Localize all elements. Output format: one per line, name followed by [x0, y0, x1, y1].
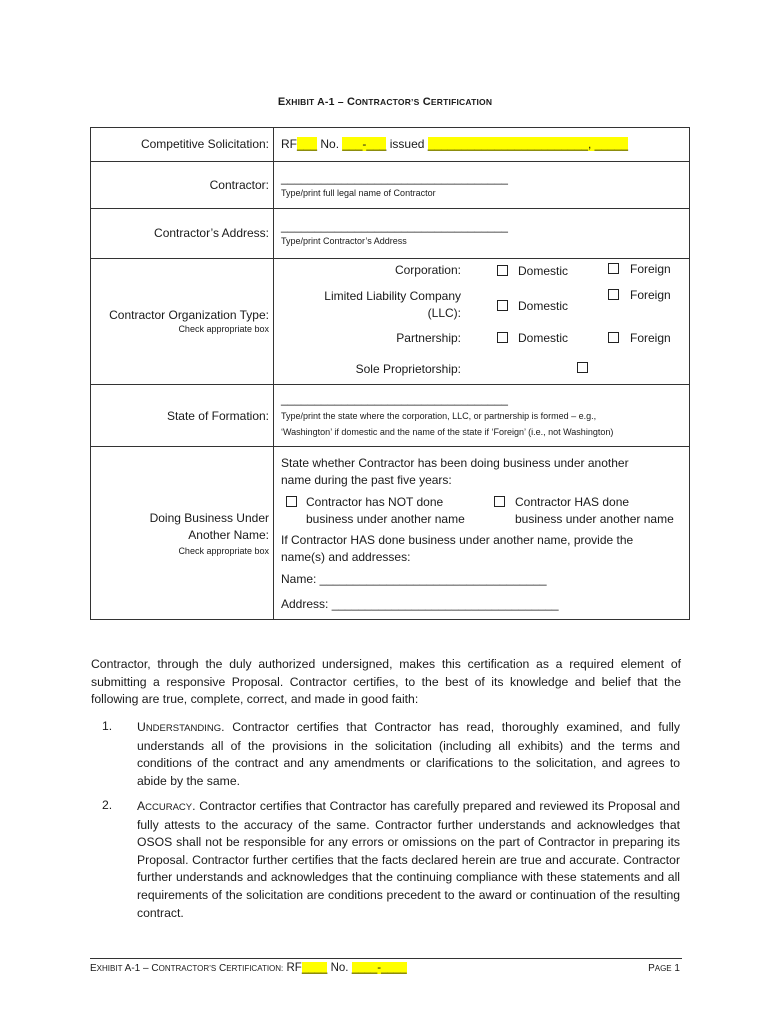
dba-not-done-label-1: Contractor has NOT done — [306, 495, 444, 509]
partnership-domestic-label: Domestic — [518, 331, 569, 345]
contractor-address-field[interactable]: __________________________________ — [281, 219, 508, 233]
solicitation-field[interactable]: RF___ No. ___-___ issued ________________________, _____ — [281, 137, 628, 151]
number-blank: ___-___ — [342, 137, 387, 151]
dba-has-done-label-2: business under another name — [515, 512, 674, 526]
llc-label-2: (LLC): — [427, 306, 461, 320]
dba-not-done-label-2: business under another name — [306, 512, 465, 526]
row-divider — [90, 208, 690, 209]
contractor-name-field[interactable]: __________________________________ — [281, 171, 508, 185]
address-label: Contractor’s Address: — [154, 226, 269, 240]
corporation-domestic-checkbox[interactable] — [497, 265, 508, 276]
footer-number-blank: ____-____ — [351, 962, 407, 974]
dba-question-2: name during the past five years: — [281, 473, 452, 487]
item-number: 2. — [102, 798, 113, 812]
state-field[interactable]: __________________________________ — [281, 392, 508, 406]
row-divider — [90, 258, 690, 259]
address-hint: Type/print Contractor’s Address — [281, 236, 407, 246]
footer-rule — [90, 958, 682, 959]
dba-sub: Check appropriate box — [178, 546, 269, 556]
certification-form — [90, 127, 690, 620]
state-hint-1: Type/print the state where the corporation, LLC, or partnership is formed – e.g., — [281, 411, 597, 421]
item-understanding: UNDERSTANDING. Contractor certifies that Contractor has read, thoroughly examined, and fully understands all of the provisions in the solicitation (including all exhibits) and the terms and conditions of the contract and any amendments or clarifications to the solicitation, and agrees to abide by the same. — [137, 720, 680, 788]
partnership-foreign-checkbox[interactable] — [608, 332, 619, 343]
llc-domestic-checkbox[interactable] — [497, 300, 508, 311]
table-border-bottom — [90, 619, 690, 620]
row-divider — [90, 384, 690, 385]
partnership-label: Partnership: — [396, 331, 461, 345]
footer-title: EXHIBIT A-1 – CONTRACTOR’S CERTIFICATION: RF____ No. ____-____ — [90, 962, 407, 974]
corporation-foreign-label: Foreign — [630, 262, 671, 276]
contractor-label: Contractor: — [209, 178, 269, 192]
org-type-sub: Check appropriate box — [178, 324, 269, 334]
table-border-right — [689, 127, 690, 620]
dba-address-field[interactable]: Address: __________________________________ — [281, 597, 559, 611]
table-border-top — [90, 127, 690, 128]
partnership-foreign-label: Foreign — [630, 331, 671, 345]
corporation-label: Corporation: — [394, 263, 461, 277]
dba-has-done-label-1: Contractor HAS done — [515, 495, 630, 509]
column-divider — [273, 127, 274, 620]
row-divider — [90, 446, 690, 447]
item-number: 1. — [102, 719, 113, 733]
dba-question-1: State whether Contractor has been doing business under another — [281, 456, 629, 470]
rf-blank: ___ — [297, 137, 318, 151]
item-accuracy: ACCURACY. Contractor certifies that Contractor has carefully prepared and reviewed its Proposal and fully attests to the accuracy of the same. Contractor further understands and acknowledges that OSOS shall not be responsible for any errors or omissions on the part of Contractor in preparing its Proposal. Contractor further certifies that the facts declared herein are true and accurate. Contractor further understands and acknowledges that the continuing compliance with these statements and all requirements of the solicitation are conditions precedent to the award or continuation of the resulting contract. — [137, 799, 680, 920]
row-divider — [90, 161, 690, 162]
dba-if-text-2: name(s) and addresses: — [281, 550, 411, 564]
page-title: EXHIBIT A-1 – CONTRACTOR’S CERTIFICATION — [277, 96, 493, 108]
sole-proprietorship-label: Sole Proprietorship: — [355, 362, 461, 376]
dba-if-text-1: If Contractor HAS done business under another name, provide the — [281, 533, 634, 547]
corporation-domestic-label: Domestic — [518, 264, 569, 278]
org-type-label: Contractor Organization Type: — [109, 308, 269, 322]
llc-domestic-label: Domestic — [518, 299, 569, 313]
llc-foreign-checkbox[interactable] — [608, 289, 619, 300]
llc-label-1: Limited Liability Company — [324, 289, 461, 303]
llc-foreign-label: Foreign — [630, 288, 671, 302]
solicitation-label: Competitive Solicitation: — [140, 137, 269, 151]
state-hint-2: ‘Washington’ if domestic and the name of the state if ‘Foreign’ (i.e., not Washington) — [281, 427, 614, 437]
dba-label-2: Another Name: — [188, 528, 269, 542]
issued-date-blank: ________________________, _____ — [427, 137, 628, 151]
footer-rf-blank: ____ — [301, 962, 328, 974]
corporation-foreign-checkbox[interactable] — [608, 263, 619, 274]
table-border-left — [90, 127, 91, 620]
contractor-hint: Type/print full legal name of Contractor — [281, 188, 436, 198]
dba-has-done-checkbox[interactable] — [494, 496, 505, 507]
intro-paragraph: Contractor, through the duly authorized undersigned, makes this certification as a required element of submitting a responsive Proposal. Contractor certifies, to the best of its knowledge and belief that the following are true, complete, correct, and made in good faith: — [91, 657, 681, 706]
partnership-domestic-checkbox[interactable] — [497, 332, 508, 343]
dba-name-field[interactable]: Name: __________________________________ — [281, 572, 547, 586]
dba-label-1: Doing Business Under — [149, 511, 269, 525]
page-number: PAGE 1 — [648, 963, 680, 974]
state-label: State of Formation: — [166, 409, 269, 423]
sole-proprietorship-checkbox[interactable] — [577, 362, 588, 373]
dba-not-done-checkbox[interactable] — [286, 496, 297, 507]
